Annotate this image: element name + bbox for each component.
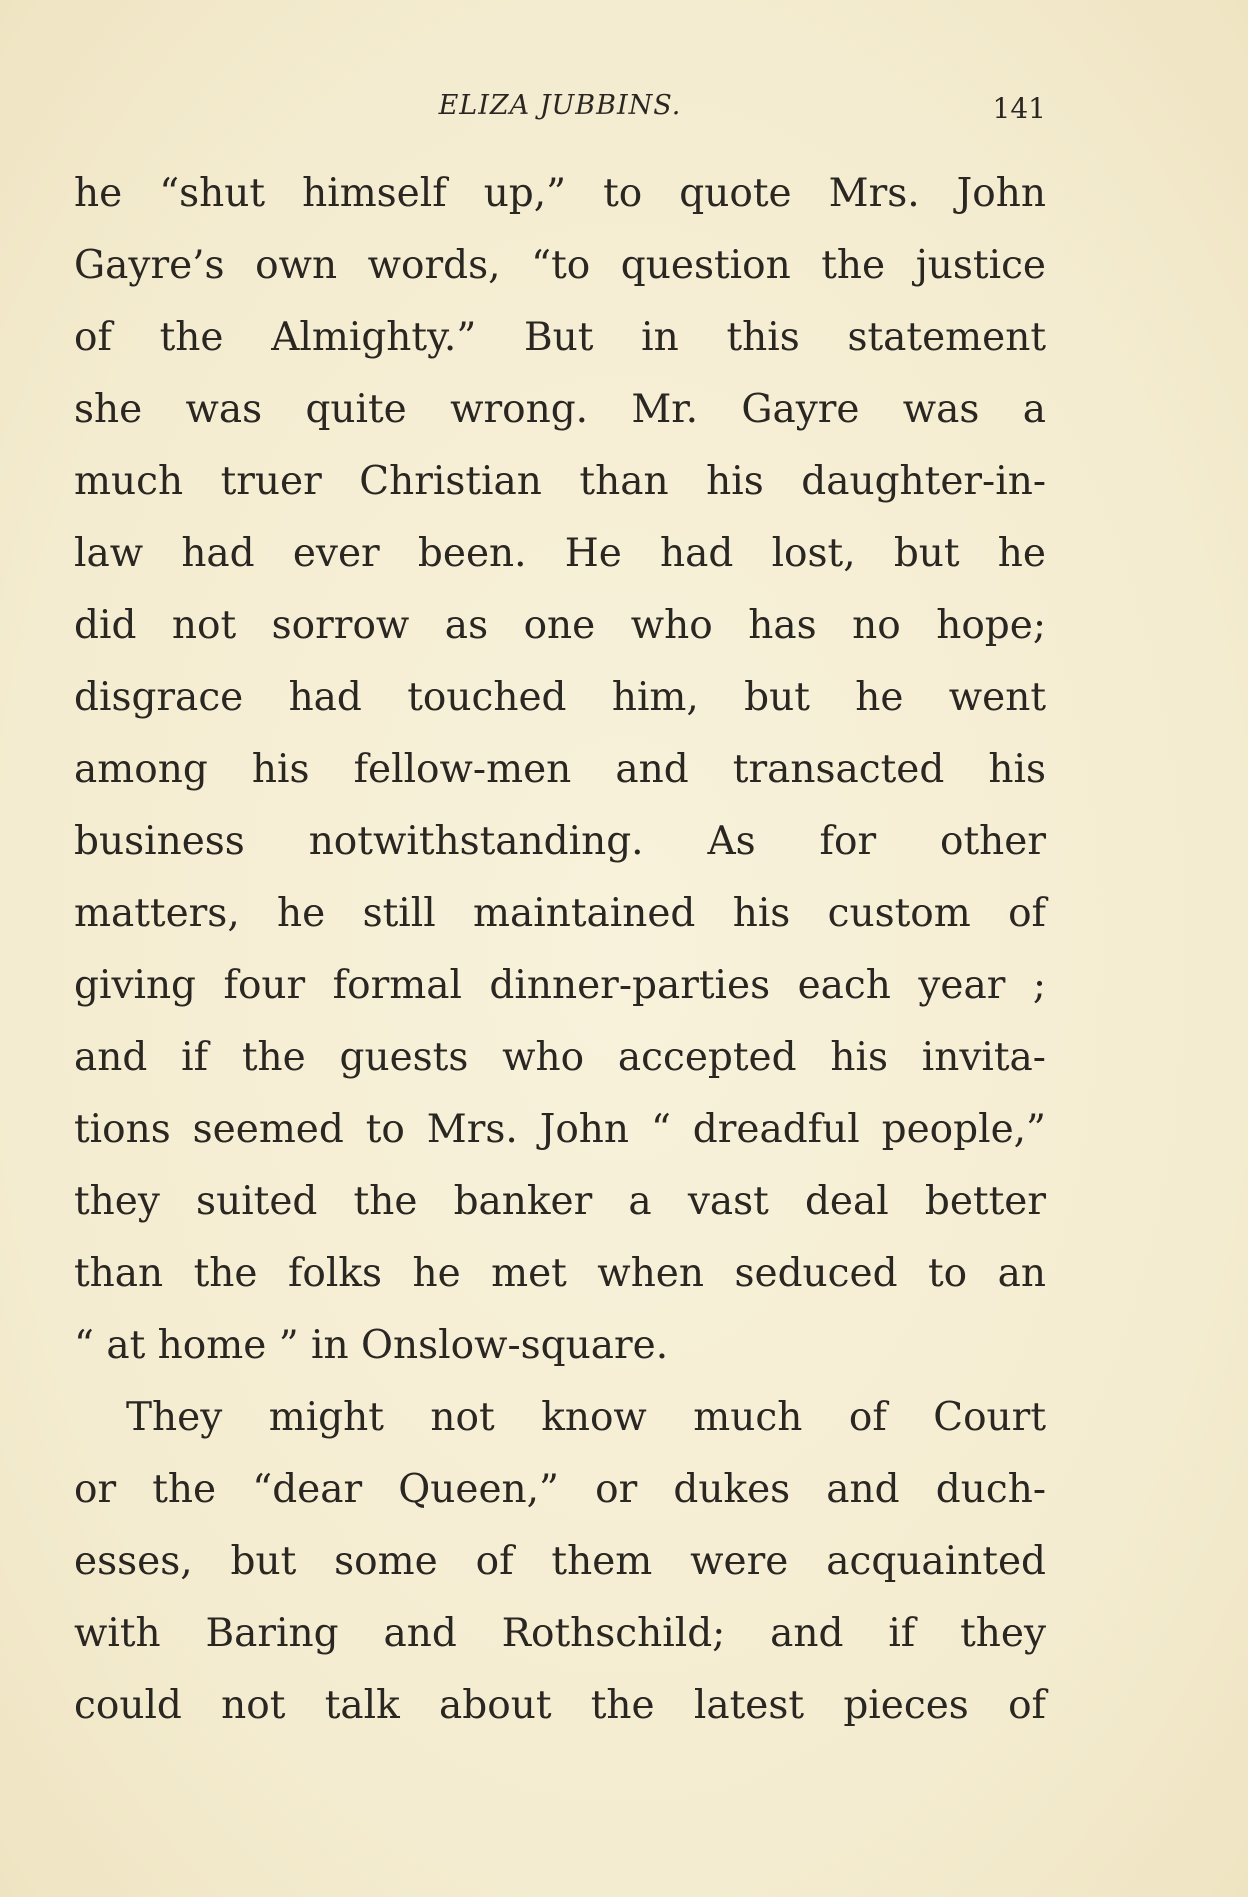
text-line: matters, he still maintained his custom of (74, 891, 1046, 936)
text-line: with Baring and Rothschild; and if they (74, 1611, 1046, 1656)
text-line: esses, but some of them were acquainted (74, 1539, 1046, 1584)
text-line: than the folks he met when seduced to an (74, 1251, 1046, 1296)
text-line: Gayre’s own words, “to question the justice (74, 243, 1046, 288)
body-text (74, 158, 1046, 1742)
text-line: of the Almighty.” But in this statement (74, 315, 1046, 360)
running-title: ELIZA JUBBINS. (438, 90, 682, 121)
text-line: business notwithstanding. As for other (74, 819, 1046, 864)
text-line: tions seemed to Mrs. John “ dreadful people,” (74, 1107, 1046, 1152)
text-line: she was quite wrong. Mr. Gayre was a (74, 387, 1046, 432)
text-line: he “shut himself up,” to quote Mrs. John (74, 171, 1046, 216)
text-line: and if the guests who accepted his invita- (74, 1035, 1046, 1080)
text-line: or the “dear Queen,” or dukes and duch- (74, 1467, 1046, 1512)
text-line: law had ever been. He had lost, but he (74, 531, 1046, 576)
text-line: did not sorrow as one who has no hope; (74, 603, 1046, 648)
page-number: 141 (992, 92, 1046, 125)
text-line: could not talk about the latest pieces of (74, 1683, 1046, 1728)
text-line: giving four formal dinner-parties each year ; (74, 963, 1046, 1008)
text-line: among his fellow-men and transacted his (74, 747, 1046, 792)
running-head (74, 82, 1046, 132)
text-line: They might not know much of Court (126, 1395, 1046, 1440)
text-line: much truer Christian than his daughter-in- (74, 459, 1046, 504)
text-line: disgrace had touched him, but he went (74, 675, 1046, 720)
text-line: they suited the banker a vast deal better (74, 1179, 1046, 1224)
text-line: “ at home ” in Onslow-square. (74, 1323, 669, 1368)
